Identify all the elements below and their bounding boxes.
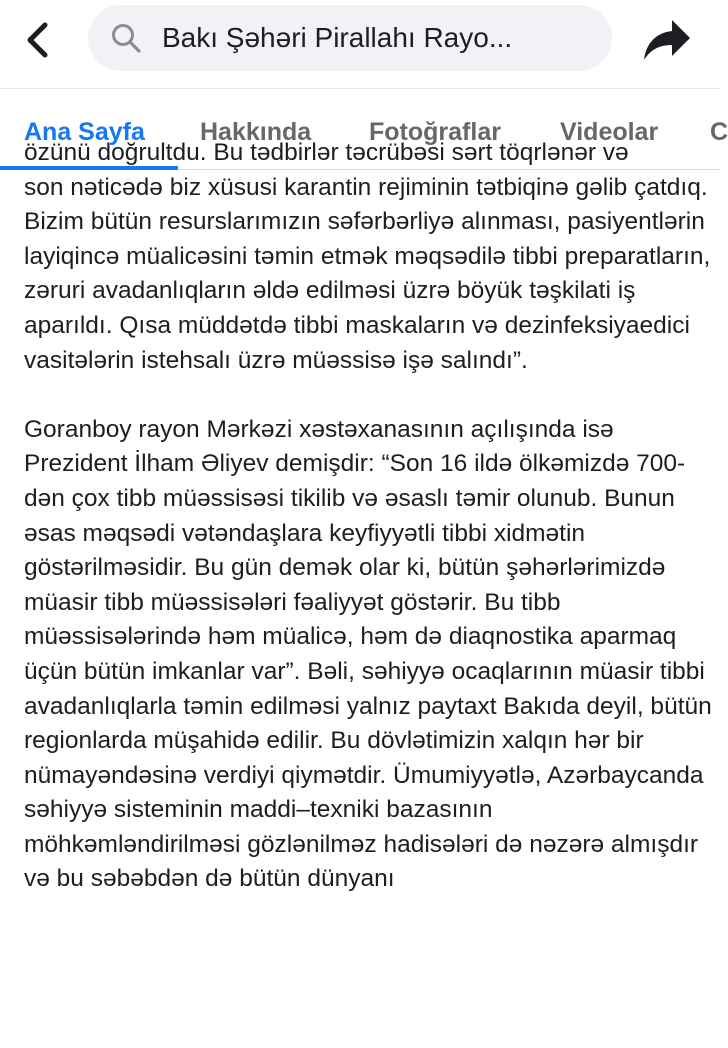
tab-fotograflar[interactable]: Fotoğraflar — [369, 118, 501, 146]
article-paragraph: Goranboy rayon Mərkəzi xəstəxanasının açılışında isə Prezident İlham Əliyev demişdir: “Son 16 ildə ölkəmizdə 700-dən çox tibb müəssisəsi tikilib və əsaslı təmir olunub. Bunun əsas məqsədi vətəndaşlara keyfiyyətli tibbi xidmətin göstərilməsidir. Bu gün demək olar ki, bütün şəhərlərimizdə müasir tibb müəssisələri fəaliyyət göstərir. Bu tibb müəssisələrində həm müalicə, həm də diaqnostika aparmaq üçün bütün imkanlar var”. Bəli, səhiyyə ocaqlarının müasir tibbi avadanlıqlarla təmin edilməsi yalnız paytaxt Bakıda deyil, bütün regionlarda müşahidə edilir. Bu dövlətimizin xalqın hər bir nümayəndəsinə verdiyi qiymətdir. Ümumiyyətlə, Azərbaycanda səhiyyə sisteminin maddi–texniki bazasının möhkəmləndirilməsi gözlənilməz hadisələri də nəzərə almışdır və bu səbəbdən də bütün dünyanı — [24, 415, 712, 893]
tab-ana-sayfa[interactable]: Ana Sayfa — [24, 118, 145, 146]
top-bar — [0, 0, 720, 88]
active-tab-indicator — [0, 166, 178, 170]
search-icon — [108, 20, 144, 56]
tab-hakkinda[interactable]: Hakkında — [200, 118, 312, 146]
article-paragraph: son nəticədə biz xüsusi karantin rejiminin tətbiqinə gəlib çatdıq. Bizim bütün resurslarımızın səfərbərliyə alınması, pasiyentlərin layiqincə müalicəsini təmin etmək məqsədilə tibbi preparatların, zəruri avadanlıqların əldə edilməsi üzrə böyük təşkilati iş aparıldı. Qısa müddətdə tibbi maskaların və dezinfeksiyaedici vasitələrin istehsalı üzrə müəssisə işə salındı”. — [24, 173, 711, 374]
search-bar[interactable] — [88, 5, 612, 71]
partial-line: özünü doğrultdu. Bu tədbirlər təcrübəsi sərt töqrlənər və — [24, 139, 629, 166]
tab-videolar[interactable]: Videolar — [560, 118, 659, 146]
chevron-left-icon — [25, 22, 51, 58]
share-arrow-icon — [642, 18, 692, 62]
tab-more[interactable]: C — [710, 118, 728, 146]
search-query-text: Bakı Şəhəri Pirallahı Rayo... — [162, 22, 513, 53]
back-button[interactable] — [16, 18, 60, 62]
page-content[interactable] — [0, 139, 720, 1048]
article-body — [24, 136, 714, 897]
share-button[interactable] — [638, 14, 696, 66]
